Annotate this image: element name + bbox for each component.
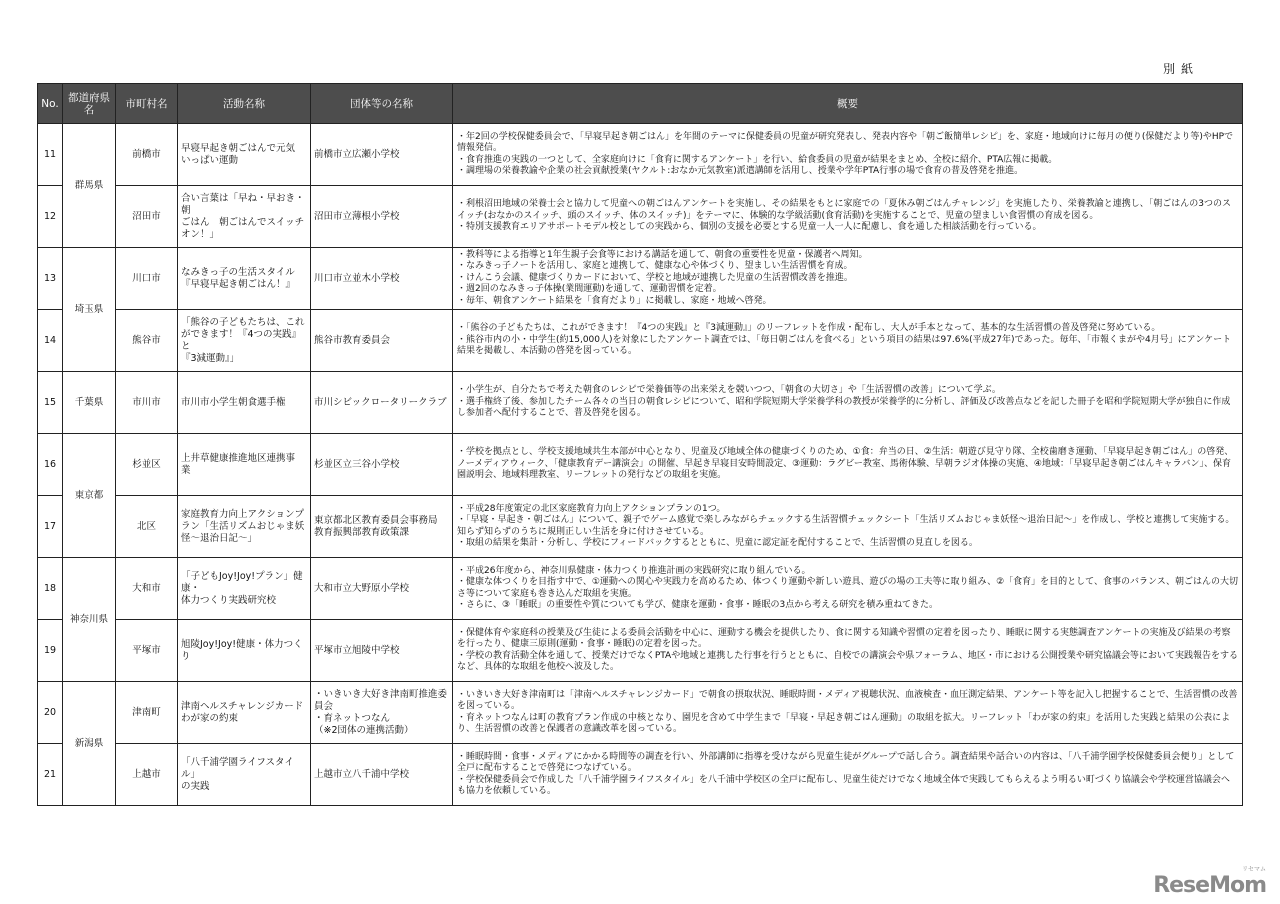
organization-cell: 前橋市立広瀬小学校	[311, 124, 453, 186]
organization-cell: 熊谷市教育委員会	[311, 310, 453, 372]
row-number: 15	[38, 372, 63, 434]
table-row	[38, 682, 1243, 744]
logo-ruby: リセマム	[1242, 866, 1266, 873]
city-cell: 市川市	[116, 372, 178, 434]
summary-cell	[453, 372, 1243, 434]
activity-name-cell: 上井草健康推進地区連携事 業	[178, 434, 311, 496]
summary-bullet: ・学校保健委員会で作成した「八千浦学園ライフスタイル」を八千浦中学校区の全戸に配布し、児童生徒だけでなく地域全体で実践してもらえるよう明るい町づくり協議会や学校運営協議会へも協力を依頼している。	[457, 774, 1230, 796]
prefecture-cell: 東京都	[63, 434, 116, 558]
city-cell: 津南町	[116, 682, 178, 744]
activity-name-cell: 早寝早起き朝ごはんで元気 いっぱい運動	[178, 124, 311, 186]
logo-text: ReseMom	[1153, 873, 1266, 898]
city-cell: 大和市	[116, 558, 178, 620]
summary-bullet: ・けんこう会議、健康づくりカードにおいて、学校と地域が連携した児童の生活習慣改善を推進。	[457, 272, 853, 283]
summary-bullet: ・調理場の栄養教諭や企業の社会貢献授業(ヤクルト:おなか元気教室)派遣講師を活用し、授業や学年PTA行事の場で食育の普及啓発を推進。	[457, 166, 1024, 176]
summary-bullet: ・平成28年度策定の北区家庭教育力向上アクションプランの1つ。	[457, 503, 726, 514]
row-number: 19	[38, 620, 63, 682]
header-organization: 団体等の名称	[311, 84, 453, 124]
activity-name-cell: 「子どもJoy!Joy!プラン」健康・ 体力つくり実践研究校	[178, 558, 311, 620]
prefecture-cell: 新潟県	[63, 682, 116, 806]
summary-cell	[453, 496, 1243, 558]
resemom-logo	[1153, 866, 1266, 898]
prefecture-cell: 埼玉県	[63, 248, 116, 372]
activity-name-cell: なみきっ子の生活スタイル 『早寝早起き朝ごはん！』	[178, 248, 311, 310]
city-cell: 熊谷市	[116, 310, 178, 372]
table-row	[38, 620, 1243, 682]
city-cell: 平塚市	[116, 620, 178, 682]
prefecture-cell: 千葉県	[63, 372, 116, 434]
summary-cell	[453, 620, 1243, 682]
summary-bullet: ・取組の結果を集計・分析し、学校にフィードバックするとともに、児童に認定証を配付することで、生活習慣の見直しを図る。	[457, 538, 978, 548]
activity-name-cell: 合い言葉は「早ね・早おき・朝 ごはん 朝ごはんでスイッチ オン！」	[178, 186, 311, 248]
summary-bullet: ・保健体育や家庭科の授業及び生徒による委員会活動を中心に、運動する機会を提供したり、食に関する知識や習慣の定着を図ったり、睡眠に関する実態調査アンケートの実施及び結果の考察を行ったり、健康三原則(運動・食事・睡眠)の定着を図った。	[457, 627, 1231, 649]
summary-bullet: ・特別支援教育エリアサポートモデル校としての実践から、個別の支援を必要とする児童一人一人に配慮し、食を通した相談活動を行っている。	[457, 222, 1042, 233]
summary-bullet: ・熊谷市内の小・中学生(約15,000人)を対象にしたアンケート調査では、「毎日朝ごはんを食べる」という項目の結果は97.6%(平成27年)であった。毎年、「市報くまがや4月号」にアンケート結果を掲載し、本活動の啓発を図っている。	[457, 334, 1232, 357]
row-number: 14	[38, 310, 63, 372]
summary-cell	[453, 186, 1243, 248]
activity-name-cell: 津南ヘルスチャレンジカード わが家の約束	[178, 682, 311, 744]
summary-bullet: ・食育推進の実践の一つとして、全家庭向けに「食育に関するアンケート」を行い、給食委員の児童が結果をまとめ、全校に紹介、PTA広報に掲載。	[457, 154, 1058, 165]
table-row	[38, 744, 1243, 806]
activity-table	[37, 83, 1243, 806]
summary-cell	[453, 682, 1243, 744]
table-row	[38, 248, 1243, 310]
row-number: 17	[38, 496, 63, 558]
header-summary: 概要	[453, 84, 1243, 124]
table-row	[38, 124, 1243, 186]
organization-cell: ・いきいき大好き津南町推進委 員会 ・育ネットつなん （※2団体の連携活動）	[311, 682, 453, 744]
organization-cell: 東京都北区教育委員会事務局 教育振興部教育政策課	[311, 496, 453, 558]
activity-name-cell: 「八千浦学園ライフスタイル」 の実践	[178, 744, 311, 806]
organization-cell: 川口市立並木小学校	[311, 248, 453, 310]
summary-bullet: ・健康な体つくりを目指す中で、①運動への関心や実践力を高めるため、体つくり運動や新しい遊具、遊びの場の工夫等に取り組み、②「食育」を目的として、食事のバランス、朝ごはんの大切さ等について家庭も巻き込んだ取組を実施。	[457, 577, 1238, 599]
prefecture-cell: 神奈川県	[63, 558, 116, 682]
table-row	[38, 496, 1243, 558]
table-row	[38, 310, 1243, 372]
table-row	[38, 434, 1243, 496]
summary-cell	[453, 248, 1243, 310]
organization-cell: 上越市立八千浦中学校	[311, 744, 453, 806]
organization-cell: 沼田市立薄根小学校	[311, 186, 453, 248]
city-cell: 北区	[116, 496, 178, 558]
city-cell: 前橋市	[116, 124, 178, 186]
row-number: 20	[38, 682, 63, 744]
summary-bullet: ・平成26年度から、神奈川県健康・体力つくり推進計画の実践研究に取り組んでいる。	[457, 565, 811, 576]
table-row	[38, 558, 1243, 620]
header-prefecture: 都道府県名	[63, 84, 116, 124]
row-number: 16	[38, 434, 63, 496]
summary-cell	[453, 434, 1243, 496]
summary-bullet: ・「早寝・早起き・朝ごはん」について、親子でゲーム感覚で楽しみながらチェックする生活習慣チェックシート「生活リズムおじゃま妖怪～退治日記～」を作成し、学校と連携して実施する。知らず知らずのうちに規則正しい生活を身に付けさせている。	[457, 515, 1235, 537]
row-number: 21	[38, 744, 63, 806]
summary-bullet: ・毎年、朝食アンケート結果を「食育だより」に掲載し、家庭・地域へ啓発。	[457, 295, 772, 306]
organization-cell: 平塚市立旭陵中学校	[311, 620, 453, 682]
summary-bullet: ・さらに、③「睡眠」の重要性や質についても学び、健康を運動・食事・睡眠の3点から考える研究を積み重ねてきた。	[457, 600, 939, 610]
organization-cell: 大和市立大野原小学校	[311, 558, 453, 620]
summary-bullet: ・利根沼田地域の栄養士会と協力して児童への朝ごはんアンケートを実施し、その結果をもとに家庭での「夏休み朝ごはんチャレンジ」を実施したり、栄養教諭と連携し、「朝ごはんの3つのスイッチ(おなかのスイッチ、頭のスイッチ、体のスイッチ)」をテーマに、体験的な学級活動(食育活動)を実施することで、児童の望ましい食習慣の育成を図る。	[457, 199, 1231, 221]
city-cell: 沼田市	[116, 186, 178, 248]
activity-name-cell: 家庭教育力向上アクションプ ラン「生活リズムおじゃま妖 怪～退治日記～」	[178, 496, 311, 558]
prefecture-cell: 群馬県	[63, 124, 116, 248]
summary-bullet: ・なみきっ子ノートを活用し、家庭と連携して、健康な心や体づくり、望ましい生活習慣を育成。	[457, 261, 853, 272]
summary-bullet: ・睡眠時間・食事・メディアにかかる時間等の調査を行い、外部講師に指導を受けながら児童生徒がグループで話し合う。調査結果や話合いの内容は、「八千浦学園学校保健委員会便り」として全戸に配布することで啓発につなげている。	[457, 751, 1235, 773]
summary-cell	[453, 310, 1243, 372]
summary-bullet: ・小学生が、自分たちで考えた朝食のレシピで栄養価等の出来栄えを競いつつ、「朝食の大切さ」や「生活習慣の改善」について学ぶ。	[457, 385, 1001, 396]
summary-bullet: ・学校を拠点とし、学校支援地域共生本部が中心となり、児童及び地域全体の健康づくりのため、①食：弁当の日、②生活：朝遊び見守り隊、全校歯磨き運動、「早寝早起き朝ごはん」の啓発、ノーメディアウィーク、「健康教育デー講演会」の開催、早起き早寝目安時間設定、③運動：ラグビー教室、馬術体験、早朝ラジオ体操の実施、④地域：「早寝早起き朝ごはんキャラバン」、保育園説明会、地域料理教室、リーフレットの発行などの取組を実施。	[457, 447, 1234, 481]
city-cell: 杉並区	[116, 434, 178, 496]
city-cell: 川口市	[116, 248, 178, 310]
organization-cell: 杉並区立三谷小学校	[311, 434, 453, 496]
table-header-row	[38, 84, 1243, 124]
organization-cell: 市川シビックロータリークラブ	[311, 372, 453, 434]
summary-bullet: ・週2回のなみきっ子体操(業間運動)を通して、運動習慣を定着。	[457, 284, 722, 295]
header-no: No.	[38, 84, 63, 124]
row-number: 12	[38, 186, 63, 248]
summary-bullet: ・いきいき大好き津南町は「津南ヘルスチャレンジカード」で朝食の摂取状況、睡眠時間・メディア視聴状況、血液検査・血圧測定結果、アンケート等を記入し把握することで、生活習慣の改善を図っている。	[457, 689, 1238, 711]
table-row	[38, 186, 1243, 248]
table-body	[38, 124, 1243, 806]
city-cell: 上越市	[116, 744, 178, 806]
summary-bullet: ・選手権終了後、参加したチーム各々の当日の朝食レシピについて、昭和学院短期大学栄養学科の教授が栄養学的に分析し、評価及び改善点などを記した冊子を昭和学院短期大学が独自に作成し参加者へ配付することで、普及啓発を図る。	[457, 396, 1231, 419]
row-number: 18	[38, 558, 63, 620]
header-activity: 活動名称	[178, 84, 311, 124]
summary-cell	[453, 744, 1243, 806]
activity-name-cell: 市川市小学生朝食選手権	[178, 372, 311, 434]
activity-name-cell: 「熊谷の子どもたちは、これ ができます！『4つの実践』と 『3減運動』」	[178, 310, 311, 372]
summary-bullet: ・年2回の学校保健委員会で、「早寝早起き朝ごはん」を年間のテーマに保健委員の児童が研究発表し、発表内容や「朝ご飯簡単レシピ」を、家庭・地域向けに毎月の便り(保健だより等)やHPで情報発信。	[457, 131, 1234, 153]
summary-bullet: ・教科等による指導と1年生親子会食等における講話を通して、朝食の重要性を児童・保護者へ周知。	[457, 249, 868, 260]
row-number: 11	[38, 124, 63, 186]
activity-name-cell: 旭陵Joy!Joy!健康・体力つくり	[178, 620, 311, 682]
summary-bullet: ・学校の教育活動全体を通して、授業だけでなくPTAや地域と連携した行事を行うとともに、自校での講演会や県フォーラム、地区・市における公開授業や研究協議会等において実践報告をするなど、具体的な取組を他校へ波及した。	[457, 650, 1238, 672]
summary-bullet: ・育ネットつなんは町の教育プラン作成の中核となり、園児を含めて中学生まで「早寝・早起き朝ごはん運動」の取組を拡大。リーフレット「わが家の約束」を活用した実践と結果の公表により、生活習慣の改善と保護者の意識改革を図っている。	[457, 712, 1231, 734]
row-number: 13	[38, 248, 63, 310]
attachment-label: 別紙	[1163, 62, 1200, 76]
summary-bullet: ・「熊谷の子どもたちは、これができます！『4つの実践』と『3減運動』」のリーフレットを作成・配布し、大人が手本となって、基本的な生活習慣の普及啓発に努めている。	[457, 323, 1161, 334]
summary-cell	[453, 558, 1243, 620]
summary-cell	[453, 124, 1243, 186]
header-city: 市町村名	[116, 84, 178, 124]
table-row	[38, 372, 1243, 434]
